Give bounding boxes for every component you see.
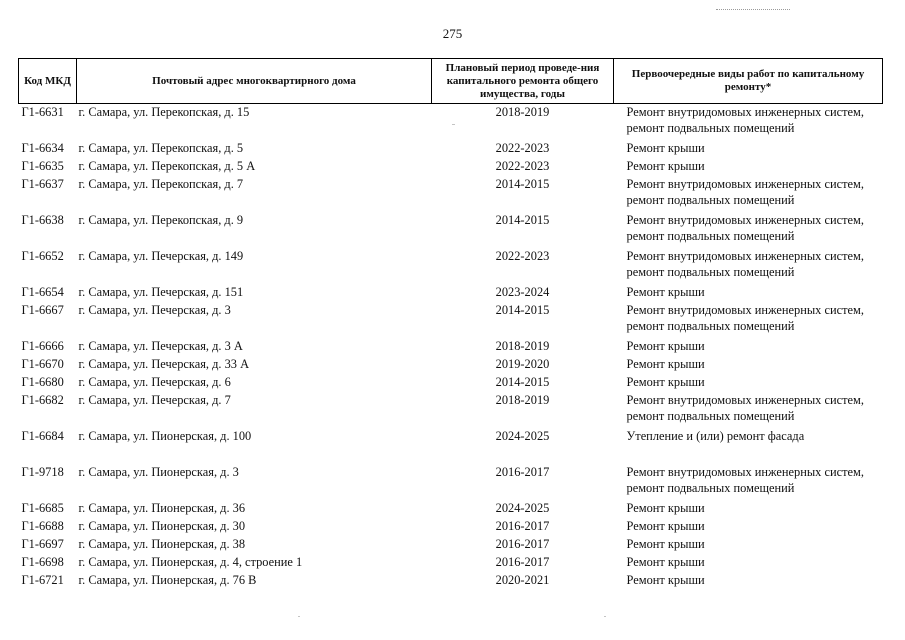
cell-period: 2014-2015: [495, 375, 550, 389]
cell-period: 2014-2015: [495, 213, 550, 227]
cell-works: Ремонт крыши: [626, 357, 705, 371]
cell-address: г. Самара, ул. Печерская, д. 151: [78, 285, 244, 299]
header-address: Почтовый адрес многоквартирного дома: [77, 59, 432, 104]
cell-works: Ремонт крыши: [626, 141, 705, 155]
cell-period: 2018-2019: [495, 393, 550, 407]
table-row: [19, 554, 883, 572]
cell-works: Ремонт крыши: [626, 375, 705, 389]
cell-code: Г1-6670: [21, 357, 64, 371]
scan-speck: [298, 616, 300, 617]
header-code: Код МКД: [19, 59, 77, 104]
table-row: [19, 212, 883, 248]
cell-code: Г1-6680: [21, 375, 64, 389]
cell-address: г. Самара, ул. Пионерская, д. 76 В: [78, 573, 257, 587]
header-period: Плановый период проведе-ния капитального ремонта общего имущества, годы: [432, 59, 614, 104]
table-row: [19, 104, 883, 141]
cell-works: Ремонт крыши: [626, 573, 705, 587]
cell-works: Утепление и (или) ремонт фасада: [626, 429, 805, 443]
table-row: [19, 518, 883, 536]
cell-works: Ремонт крыши: [626, 555, 705, 569]
cell-period: 2018-2019: [495, 105, 550, 119]
table-row: [19, 500, 883, 518]
cell-period: 2024-2025: [495, 501, 550, 515]
table-row: [19, 158, 883, 176]
cell-period: 2018-2019: [495, 339, 550, 353]
cell-address: г. Самара, ул. Пионерская, д. 36: [78, 501, 246, 515]
cell-works: Ремонт внутридомовых инженерных систем, ремонт подвальных помещений: [626, 105, 864, 136]
cell-period: 2022-2023: [495, 141, 550, 155]
cell-address: г. Самара, ул. Перекопская, д. 9: [78, 213, 244, 227]
cell-code: Г1-6684: [21, 429, 64, 443]
table-row: [19, 392, 883, 428]
cell-code: Г1-6637: [21, 177, 64, 191]
cell-works: Ремонт крыши: [626, 501, 705, 515]
cell-works: Ремонт внутридомовых инженерных систем, ремонт подвальных помещений: [626, 465, 864, 496]
cell-code: Г1-6666: [21, 339, 64, 353]
cell-address: г. Самара, ул. Печерская, д. 33 А: [78, 357, 250, 371]
cell-code: Г1-6698: [21, 555, 64, 569]
cell-address: г. Самара, ул. Пионерская, д. 100: [78, 429, 252, 443]
cell-address: г. Самара, ул. Печерская, д. 3 А: [78, 339, 243, 353]
cell-code: Г1-6631: [21, 105, 64, 119]
cell-address: г. Самара, ул. Пионерская, д. 4, строение 1: [78, 555, 303, 569]
cell-period: 2016-2017: [495, 537, 550, 551]
cell-period: 2019-2020: [495, 357, 550, 371]
cell-address: г. Самара, ул. Перекопская, д. 15: [78, 105, 250, 119]
cell-code: Г1-6634: [21, 141, 64, 155]
cell-code: Г1-6721: [21, 573, 64, 587]
table-row: [19, 374, 883, 392]
cell-address: г. Самара, ул. Пионерская, д. 3: [78, 465, 239, 479]
table-row: [19, 248, 883, 284]
cell-code: Г1-6688: [21, 519, 64, 533]
table-row: [19, 176, 883, 212]
cell-period: 2016-2017: [495, 555, 550, 569]
cell-address: г. Самара, ул. Пионерская, д. 38: [78, 537, 246, 551]
table-row: [19, 536, 883, 554]
table-row: [19, 338, 883, 356]
table-row: [19, 572, 883, 590]
cell-works: Ремонт крыши: [626, 285, 705, 299]
cell-period: 2016-2017: [495, 465, 550, 479]
cell-code: Г1-6697: [21, 537, 64, 551]
cell-period: 2014-2015: [495, 177, 550, 191]
cell-address: г. Самара, ул. Перекопская, д. 5 А: [78, 159, 256, 173]
cell-code: Г1-9718: [21, 465, 64, 479]
cell-address: г. Самара, ул. Печерская, д. 149: [78, 249, 244, 263]
cell-code: Г1-6652: [21, 249, 64, 263]
cell-works: Ремонт внутридомовых инженерных систем, ремонт подвальных помещений: [626, 303, 864, 334]
scan-speck: [452, 124, 455, 125]
cell-address: г. Самара, ул. Печерская, д. 7: [78, 393, 231, 407]
cell-period: 2016-2017: [495, 519, 550, 533]
cell-code: Г1-6682: [21, 393, 64, 407]
table-body: [19, 104, 883, 591]
page-number: 275: [442, 26, 463, 41]
scan-artifact: [716, 9, 790, 12]
table-row: [19, 428, 883, 464]
cell-period: 2022-2023: [495, 249, 550, 263]
table-row: [19, 302, 883, 338]
cell-works: Ремонт крыши: [626, 537, 705, 551]
cell-period: 2023-2024: [495, 285, 550, 299]
cell-works: Ремонт внутридомовых инженерных систем, ремонт подвальных помещений: [626, 177, 864, 208]
cell-works: Ремонт крыши: [626, 339, 705, 353]
cell-works: Ремонт внутридомовых инженерных систем, ремонт подвальных помещений: [626, 249, 864, 280]
header-works: Первоочередные виды работ по капитальному ремонту*: [614, 59, 883, 104]
cell-code: Г1-6685: [21, 501, 64, 515]
repair-plan-table: [18, 58, 883, 590]
cell-address: г. Самара, ул. Перекопская, д. 7: [78, 177, 244, 191]
cell-address: г. Самара, ул. Перекопская, д. 5: [78, 141, 244, 155]
cell-code: Г1-6635: [21, 159, 64, 173]
cell-address: г. Самара, ул. Печерская, д. 6: [78, 375, 231, 389]
cell-address: г. Самара, ул. Печерская, д. 3: [78, 303, 231, 317]
cell-code: Г1-6654: [21, 285, 64, 299]
cell-period: 2022-2023: [495, 159, 550, 173]
cell-works: Ремонт крыши: [626, 159, 705, 173]
cell-code: Г1-6638: [21, 213, 64, 227]
table-row: [19, 464, 883, 500]
cell-period: 2024-2025: [495, 429, 550, 443]
cell-works: Ремонт внутридомовых инженерных систем, ремонт подвальных помещений: [626, 393, 864, 424]
cell-works: Ремонт крыши: [626, 519, 705, 533]
cell-code: Г1-6667: [21, 303, 64, 317]
table-row: [19, 284, 883, 302]
cell-period: 2020-2021: [495, 573, 550, 587]
cell-works: Ремонт внутридомовых инженерных систем, ремонт подвальных помещений: [626, 213, 864, 244]
scan-speck: [604, 616, 606, 617]
cell-period: 2014-2015: [495, 303, 550, 317]
table-row: [19, 140, 883, 158]
table-header-row: [19, 59, 883, 104]
cell-address: г. Самара, ул. Пионерская, д. 30: [78, 519, 246, 533]
table-row: [19, 356, 883, 374]
